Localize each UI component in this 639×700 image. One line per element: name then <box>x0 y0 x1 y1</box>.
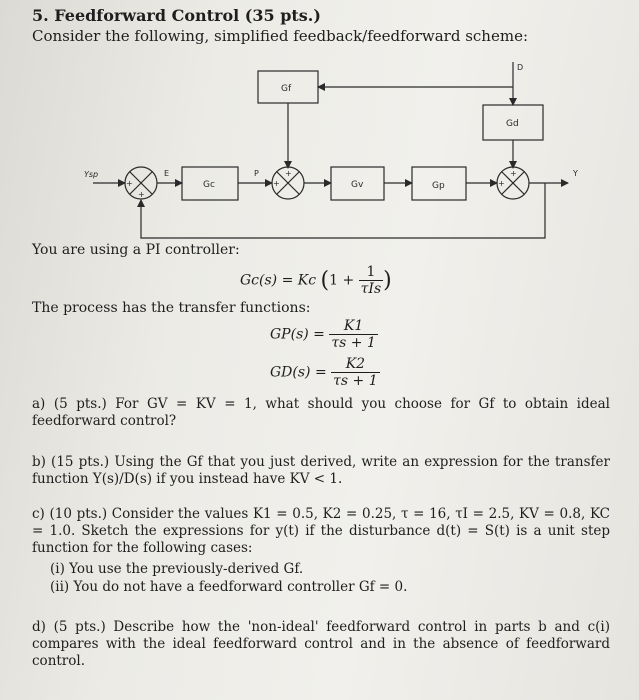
label-Y: Y <box>573 169 578 178</box>
block-Gf: Gf <box>281 84 292 94</box>
pi-controller-text: You are using a PI controller: <box>32 242 240 258</box>
question-intro: Consider the following, simplified feedback/feedforward scheme: <box>32 27 528 45</box>
part-c-i-text: (i) You use the previously-derived Gf. <box>50 561 304 577</box>
pi-eq-numerator: 1 <box>359 264 383 281</box>
part-b-text: b) (15 pts.) Using the Gf that you just derived, write an expression for the transfer function Y(s)/D(s) if you instead have KV < 1. <box>32 454 610 487</box>
pi-eq-lhs: Gc(s) = Kc <box>240 272 317 289</box>
gp-eq-numerator: K1 <box>329 318 377 335</box>
part-d-text: d) (5 pts.) Describe how the 'non-ideal' feedforward control in parts b and c(i) compares with the ideal feedforward control and in the absence of feedforward control. <box>32 619 610 669</box>
question-title: 5. Feedforward Control (35 pts.) <box>32 6 321 25</box>
pi-eq-one-plus: 1 + <box>329 272 355 289</box>
process-text: The process has the transfer functions: <box>32 300 311 316</box>
sum3-plus-left: + <box>498 179 505 188</box>
gp-eq-lhs: GP(s) = <box>270 326 325 343</box>
block-Gp: Gp <box>432 181 445 191</box>
pi-equation <box>240 264 392 297</box>
gd-eq-lhs: GD(s) = <box>270 364 327 381</box>
gd-equation <box>270 356 380 389</box>
pi-eq-paren-close: ) <box>383 268 392 293</box>
sum1-plus-left: + <box>126 179 133 188</box>
label-P: P <box>254 169 259 178</box>
sum2-plus-left: + <box>273 179 280 188</box>
sum3-plus-top: + <box>510 169 517 178</box>
pi-eq-denominator: τIs <box>360 281 382 297</box>
part-c-ii-text: (ii) You do not have a feedforward controller Gf = 0. <box>50 579 408 595</box>
label-Ysp: Ysp <box>84 170 99 179</box>
block-Gv: Gv <box>351 180 364 190</box>
gd-eq-denominator: τs + 1 <box>333 373 378 389</box>
pi-eq-paren-open: ( <box>320 268 330 293</box>
block-Gd: Gd <box>506 119 519 129</box>
part-a-text: a) (5 pts.) For GV = KV = 1, what should you choose for Gf to obtain ideal feedforward control? <box>32 396 610 429</box>
gp-eq-denominator: τs + 1 <box>331 335 376 351</box>
block-Gc: Gc <box>203 180 215 190</box>
label-D: D <box>517 63 524 72</box>
part-c-text: c) (10 pts.) Consider the values K1 = 0.5, K2 = 0.25, τ = 16, τI = 2.5, KV = 0.8, KC = 1.0. Sketch the expressions for y(t) if the disturbance d(t) = S(t) is a unit step function for the following cases: <box>32 506 610 556</box>
gd-eq-numerator: K2 <box>331 356 379 373</box>
sum2-plus-top: + <box>285 169 292 178</box>
gp-equation <box>270 318 378 351</box>
sum1-plus-bottom: + <box>138 190 145 199</box>
label-E: E <box>164 169 170 178</box>
